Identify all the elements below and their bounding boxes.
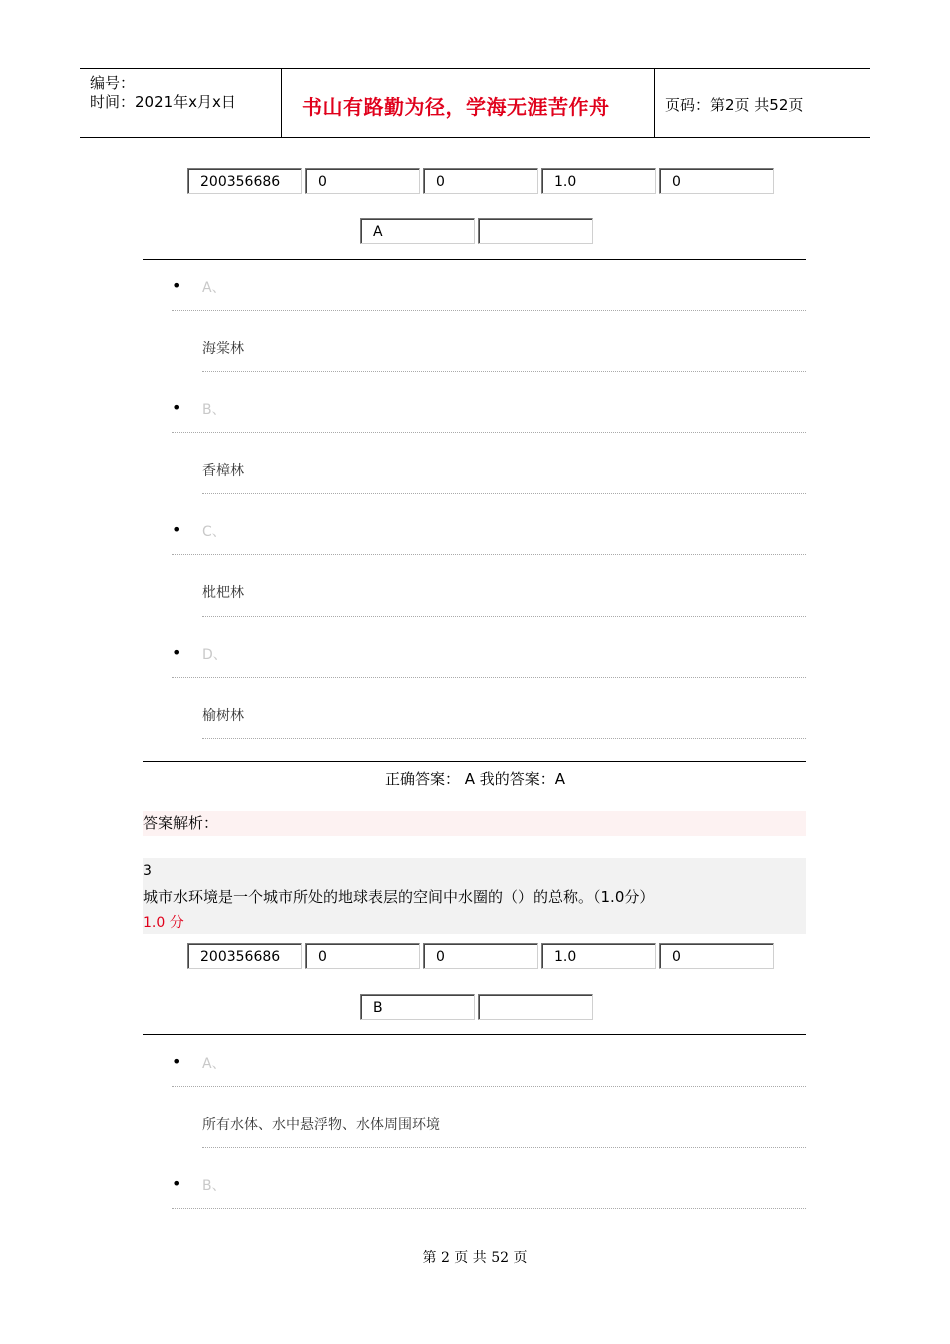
divider [172, 1086, 806, 1087]
q2-answer-row [360, 218, 596, 246]
q2-score-cell: 0 [305, 168, 420, 194]
q3-answer-cell [478, 994, 593, 1020]
bullet-icon: • [172, 643, 182, 662]
header-info-cell [80, 69, 282, 137]
q2-answer-cell [478, 218, 593, 244]
q3-option-a-label[interactable]: A、 [202, 1056, 226, 1072]
q2-option-d-label[interactable]: D、 [202, 647, 227, 663]
q2-option-c-text[interactable]: 枇杷林 [202, 585, 244, 601]
q3-score-cell: 0 [659, 943, 774, 969]
q2-option-d-text[interactable]: 榆树林 [202, 708, 244, 724]
bullet-icon: • [172, 276, 182, 295]
divider [202, 616, 806, 617]
bullet-icon: • [172, 520, 182, 539]
q3-score: 1.0 分 [143, 915, 184, 931]
q3-score-cell: 0 [423, 943, 538, 969]
divider [143, 259, 806, 260]
divider [202, 493, 806, 494]
divider [172, 1208, 806, 1209]
q2-option-c-label[interactable]: C、 [202, 524, 226, 540]
q3-score-cell: 200356686 [187, 943, 302, 969]
motto: 书山有路勤为径，学海无涯苦作舟 [302, 95, 610, 119]
q2-answer-cell: A [360, 218, 475, 244]
q3-option-a-text[interactable]: 所有水体、水中悬浮物、水体周围环境 [202, 1117, 440, 1133]
divider [172, 554, 806, 555]
q3-answer-cell: B [360, 994, 475, 1020]
q2-analysis: 答案解析： [143, 811, 806, 836]
q2-option-b-label[interactable]: B、 [202, 402, 226, 418]
page-footer: 第 2 页 共 52 页 [422, 1250, 528, 1266]
q3-score-row [187, 943, 777, 971]
divider [202, 738, 806, 739]
q3-question-block [143, 858, 806, 934]
q2-option-a-text[interactable]: 海棠林 [202, 341, 244, 357]
divider [143, 1034, 806, 1035]
time-label: 时间：2021年x月x日 [90, 93, 236, 111]
q3-option-b-label[interactable]: B、 [202, 1178, 226, 1194]
divider [202, 371, 806, 372]
q2-score-cell: 0 [423, 168, 538, 194]
page-number-label: 页码：第2页 共52页 [665, 96, 804, 114]
header-page-cell [655, 69, 870, 137]
bullet-icon: • [172, 1052, 182, 1071]
q3-answer-row [360, 994, 596, 1022]
q3-score-cell: 0 [305, 943, 420, 969]
divider [202, 1147, 806, 1148]
q3-number: 3 [143, 863, 152, 879]
bullet-icon: • [172, 398, 182, 417]
bullet-icon: • [172, 1174, 182, 1193]
divider [172, 432, 806, 433]
q2-score-cell: 0 [659, 168, 774, 194]
q2-score-cell: 200356686 [187, 168, 302, 194]
q2-option-a-label[interactable]: A、 [202, 280, 226, 296]
divider [172, 310, 806, 311]
page-header [80, 68, 870, 138]
q2-option-b-text[interactable]: 香樟林 [202, 463, 244, 479]
q2-answer-result: 正确答案： A 我的答案：A [384, 770, 566, 788]
number-label: 编号： [90, 74, 136, 92]
header-motto-cell [282, 69, 655, 137]
divider [172, 677, 806, 678]
q2-score-cell: 1.0 [541, 168, 656, 194]
q2-score-row [187, 168, 777, 196]
divider [143, 761, 806, 762]
q3-text: 城市水环境是一个城市所处的地球表层的空间中水圈的（）的总称。（1.0分） [143, 888, 655, 906]
q3-score-cell: 1.0 [541, 943, 656, 969]
